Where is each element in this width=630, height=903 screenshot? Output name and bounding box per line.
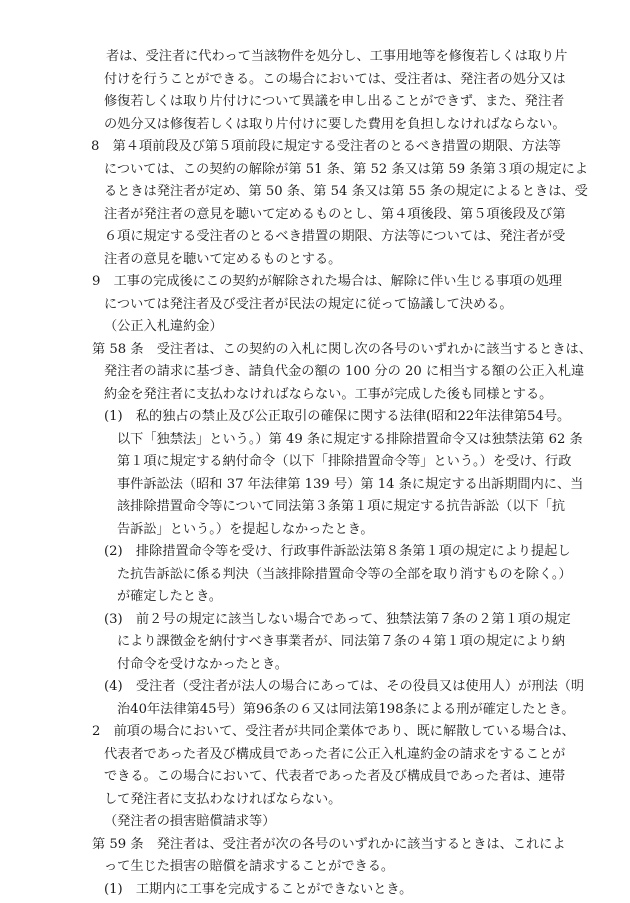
text-line: 代表者であった者及び構成員であった者に公正入札違約金の請求をすることが <box>104 747 566 762</box>
text-line: るときは発注者が定め、第 50 条、第 54 条又は第 55 条の規定によるときは、受 <box>104 184 588 199</box>
text-line: (1) 工期内に工事を完成することができないとき。 <box>104 882 413 897</box>
text-line: 付命令を受けなかったとき。 <box>117 657 288 672</box>
text-line: の処分又は修復若しくは取り片付けに要した費用を負担しなければならない。 <box>104 117 566 132</box>
text-line: については発注者及び受注者が民法の規定に従って協議して決める。 <box>104 297 513 312</box>
text-line: (4) 受注者（受注者が法人の場合にあっては、その役員又は使用人）が刑法（明 <box>104 679 585 694</box>
text-line: (2) 排除措置命令等を受け、行政事件訴訟法第８条第１項の規定により提起し <box>104 544 571 559</box>
text-line: 第１項に規定する納付命令（以下「排除措置命令等」という。）を受け、行政 <box>117 454 572 469</box>
text-line: (1) 私的独占の禁止及び公正取引の確保に関する法律(昭和22年法律第54号。 <box>104 409 571 424</box>
text-line: できる。この場合において、代表者であった者及び構成員であった者は、連帯 <box>104 769 566 784</box>
text-line: って生じた損害の賠償を請求することができる。 <box>104 859 395 874</box>
text-line: 注者が発注者の意見を聴いて定めるものとし、第４項後段、第５項後段及び第 <box>104 207 566 222</box>
text-line: 治40年法律第45号）第96条の６又は同法第198条による刑が確定したとき。 <box>117 702 575 717</box>
text-line: 者は、受注者に代わって当該物件を処分し、工事用地等を修復若しくは取り片 <box>106 49 568 64</box>
text-line: 修復若しくは取り片付けについて異議を申し出ることができず、また、発注者 <box>104 94 565 109</box>
text-line: については、この契約の解除が第 51 条、第 52 条又は第 59 条第３項の規定によ <box>104 162 589 177</box>
section-heading: （公正入札違約金） <box>104 319 223 334</box>
text-line: ６項に規定する受注者のとるべき措置の期限、方法等については、発注者が受 <box>104 229 566 244</box>
text-line: た抗告訴訟に係る判決（当該排除措置命令等の全部を取り消すものを除く。） <box>117 567 572 582</box>
section-heading: （発注者の損害賠償請求等） <box>104 814 276 829</box>
article-heading: 第 58 条 受注者は、この契約の入札に関し次の各号のいずれかに該当するときは、 <box>92 342 592 357</box>
text-line: 8 第４項前段及び第５項前段に規定する受注者のとるべき措置の期限、方法等 <box>91 139 561 154</box>
text-line: 該排除措置命令等について同法第３条第１項に規定する抗告訴訟（以下「抗 <box>117 499 566 514</box>
text-line: 注者の意見を聴いて定めるものとする。 <box>104 252 342 267</box>
text-line: が確定したとき。 <box>117 589 222 604</box>
text-line: 約金を発注者に支払わなければならない。工事が完成した後も同様とする。 <box>104 387 553 402</box>
text-line: 告訴訟」という。）を提起しなかったとき。 <box>117 522 374 537</box>
text-line: 2 前項の場合において、受注者が共同企業体であり、既に解散している場合は、 <box>92 724 575 739</box>
text-line: 発注者の請求に基づき、請負代金の額の 100 分の 20 に相当する額の公正入札違 <box>104 364 585 379</box>
text-line: により課徴金を納付すべき事業者が、同法第７条の４第１項の規定により納 <box>117 634 566 649</box>
text-line: 9 工事の完成後にこの契約が解除された場合は、解除に伴い生じる事項の処理 <box>92 274 562 289</box>
text-line: 付けを行うことができる。この場合においては、受注者は、発注者の処分又は <box>104 72 566 87</box>
text-line: (3) 前２号の規定に該当しない場合であって、独禁法第７条の２第１項の規定 <box>104 612 571 627</box>
text-line: 以下「独禁法」という。）第 49 条に規定する排除措置命令又は独禁法第 62 条 <box>117 432 583 447</box>
text-line: 事件訴訟法（昭和 37 年法律第 139 号）第 14 条に規定する出訴期間内に、当 <box>117 477 584 492</box>
article-heading: 第 59 条 発注者は、受注者が次の各号のいずれかに該当するときは、これによ <box>92 837 566 852</box>
text-line: して発注者に支払わなければならない。 <box>104 792 342 807</box>
